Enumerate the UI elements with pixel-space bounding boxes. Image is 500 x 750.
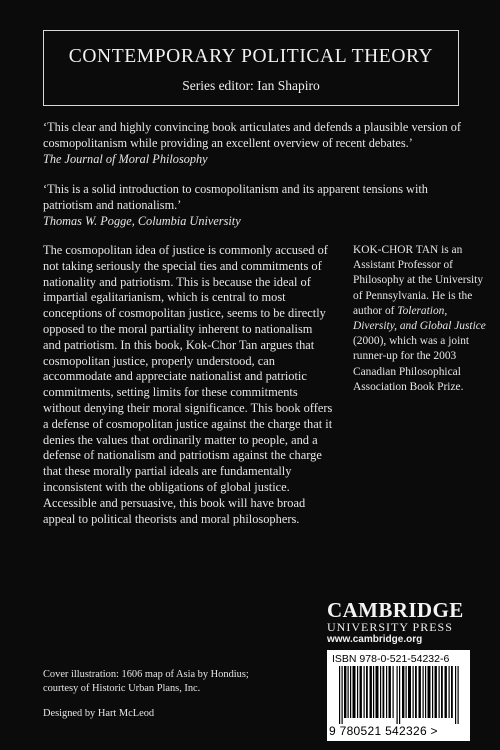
description-line: opposed to the moral partiality inherent to nationalism [43,321,313,336]
description-line: commitments, setting limits for these commitments [43,385,298,400]
series-box [43,30,459,106]
bio-line: (2000), which was a joint [353,335,470,348]
designer-credit: Designed by Hart McLeod [43,708,155,719]
quote-line: ‘This clear and highly convincing book articulates and defends a plausible version of [43,120,461,134]
bio-text: author of [353,304,398,317]
description-line: appeal to political theorists and moral philosophers. [43,511,300,526]
book-description [43,243,333,527]
barcode-icon [337,666,462,724]
quote-line: ‘This is a solid introduction to cosmopolitanism and its apparent tensions with [43,182,428,196]
author-bio [353,243,486,395]
bio-line: KOK-CHOR TAN is an [353,244,463,256]
book-title: Toleration, [397,304,448,317]
description-line: cosmopolitan justice, properly understood, can [43,353,275,368]
publisher-url: www.cambridge.org [327,634,423,645]
barcode-panel [327,650,470,741]
description-line: impartial egalitarianism, which is central to most [43,290,286,305]
description-line: The cosmopolitan idea of justice is commonly accused of [43,243,328,257]
description-line: not taking seriously the special ties and commitments of [43,258,322,273]
bio-line: runner-up for the 2003 [353,350,457,363]
bio-line: Canadian Philosophical [353,365,461,378]
description-line: a defense of cosmopolitan justice against the charge that it [43,416,333,431]
bio-line [353,319,486,334]
bio-line: of Pennsylvania. He is the [353,289,473,302]
description-line: nationality and patriotism. This is because the ideal of [43,274,311,289]
bio-line: Assistant Professor of [353,259,453,272]
description-line: inconsistent with the obligations of global justice. [43,479,290,494]
publisher-sub: UNIVERSITY PRESS [327,620,453,634]
description-line: that these morally partial ideals are fundamentally [43,464,292,479]
review-quote-2 [43,181,473,229]
description-line: without denying their moral significance. This book offers [43,400,333,415]
series-title: CONTEMPORARY POLITICAL THEORY [68,46,434,67]
credit-line: courtesy of Historic Urban Plans, Inc. [43,683,201,694]
description-line: accommodate and appreciate nationalist and patriotic [43,369,307,384]
publisher-name: CAMBRIDGE [327,598,464,622]
isbn-label: ISBN 978-0-521-54232-6 [332,653,450,665]
bio-line: Philosophy at the University [353,274,484,287]
credit-line: Cover illustration: 1606 map of Asia by Hondius; [43,669,249,680]
review-quote-1 [43,119,473,167]
barcode-digits: 9 780521 542326 > [329,724,438,738]
description-line: Accessible and persuasive, this book will have broad [43,495,306,510]
description-line: denies the values that ordinarily matter to people, and a [43,432,318,447]
cover-credit [43,668,249,696]
description-line: defense of nationalism and patriotism against the charge [43,448,322,463]
description-line: conceptions of cosmopolitan justice, seems to be directly [43,306,326,321]
quote-source: The Journal of Moral Philosophy [43,152,208,166]
quote-line: patriotism and nationalism.’ [43,198,182,212]
quote-source: Thomas W. Pogge, Columbia University [43,214,241,228]
description-line: and patriotism. In this book, Kok-Chor Tan argues that [43,337,315,352]
publisher-logo [327,600,467,645]
bio-line: Association Book Prize. [353,380,464,393]
bio-line [353,304,483,319]
book-title: Diversity, and Global Justice [353,320,486,333]
quote-line: cosmopolitanism while providing an excellent overview of recent debates.’ [43,136,413,150]
series-editor: Series editor: Ian Shapiro [182,78,320,93]
